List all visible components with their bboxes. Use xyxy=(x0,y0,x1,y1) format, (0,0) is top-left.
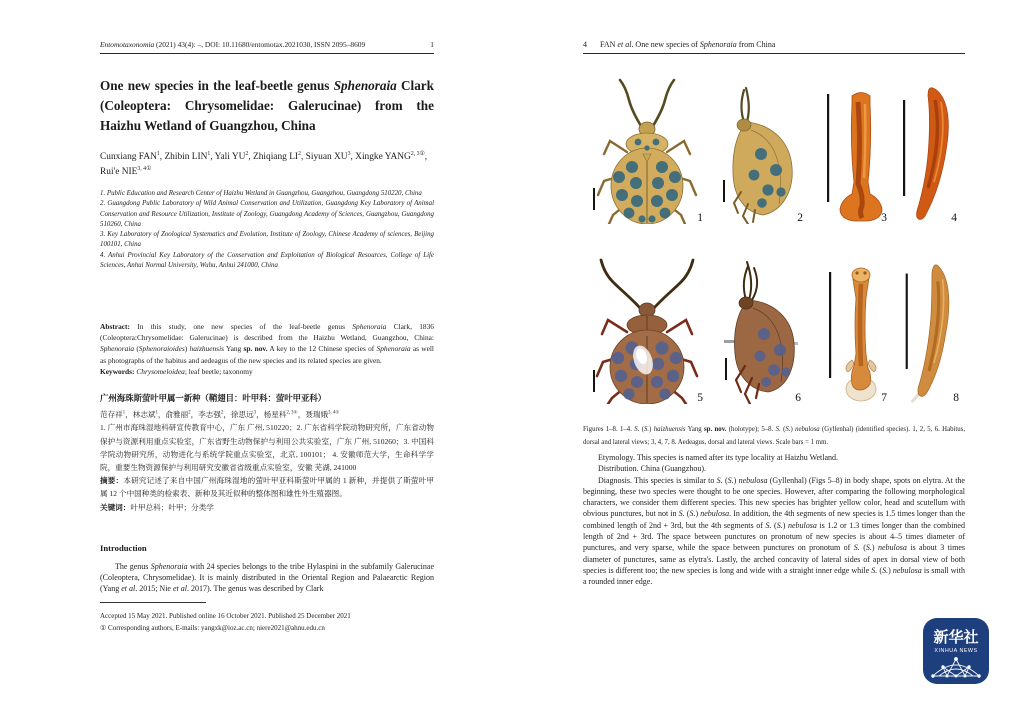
antennae xyxy=(744,262,757,300)
figure-number: 3 xyxy=(881,212,887,224)
article-title: One new species in the leaf-beetle genus Sphenoraia Clark (Coleoptera: Chrysomelidae: Galerucinae) from the Haizhu Wetland of Guangzhou, China xyxy=(100,78,434,133)
figure-8-aedeagus-lateral xyxy=(901,258,959,404)
xinhua-logo-text-cn: 新华社 xyxy=(933,629,979,646)
figure-1-habitus-dorsal xyxy=(591,76,703,224)
chinese-title: 广州海珠斯萤叶甲属一新种（鞘翅目：叶甲科：萤叶甲亚科） xyxy=(100,394,327,403)
scale-bar xyxy=(903,100,905,196)
scale-bar xyxy=(725,358,727,380)
introduction-paragraph: The genus Sphenoraia with 24 species belongs to the tribe Hylaspini in the subfamily Galerucinae (Coleoptera, Chrysomelidae). It is mainly distributed in the Oriental Region and Palaearctic Region (Yang et al. 2015; Nie et al. 2017). The genus was described by Clark xyxy=(100,562,434,593)
scale-bar xyxy=(829,272,831,378)
xinhua-logo-text-en: XINHUA NEWS xyxy=(934,648,978,654)
figure-3-aedeagus-dorsal xyxy=(821,82,887,224)
aedeagus-dorsal-illustration xyxy=(823,258,887,404)
footnote-rule xyxy=(100,602,206,603)
figure-5-habitus-dorsal xyxy=(591,254,703,404)
affiliation-3: 3. Key Laboratory of Zoological Systematics and Evolution, Institute of Zoology, Chinese Academy of sciences, Beijing 100101, China xyxy=(100,231,434,249)
footnote-block xyxy=(100,602,434,634)
affiliation-2: 2. Guangdong Public Laboratory of Wild Animal Conservation and Utilization, Guangdong Key Laboratory of Animal Conservation and Resource Utilization, Institute of Zoology, Guangdong Academy of Sciences, Guangzhou, Guangdong 510260, China xyxy=(100,200,434,228)
diagnosis-paragraph: Diagnosis. This species is similar to S. (S.) nebulosa (Gyllenhal) (Figs 5–8) in body shape, spots on elytra. At the beginning, these two species were thought to be one species. However, after comparing the following morphological characters, we consider them different species. This new species has brighter yellow color, head and scutellum with obvious punctures, but not in S. (S.) nebulosa. In addition, the 4th segments of new species is 1.5 times longer than the combined length of 2nd + 3rd, but the 4th segments of S. (S.) nebulosa is 1.2 or 1.3 times longer than the combined length of 2nd + 3rd. The space between punctures on pronotum of new species is about 4–5 times diameter of punctures, and very sparse, while the space between punctures on pronotum of S. (S.) nebulosa is about 3 times diameter of punctures, same as elytra's. Lastly, the arched concavity of lateral sides of apex in dorsal view of both species is different too; the new species is long and wide with a straight inner edge while S. (S.) nebulosa is small with a rounded inner edge. xyxy=(583,475,966,587)
abstract-block xyxy=(100,321,434,377)
chinese-keywords: 关键词：叶甲总科；叶甲；分类学 xyxy=(100,502,214,512)
aedeagus-lateral-illustration xyxy=(899,82,957,224)
accepted-line: Accepted 15 May 2021. Published online 16 October 2021. Published 25 December 2021 xyxy=(100,612,351,620)
corresponding-authors-line: ① Corresponding authors, E-mails: yangxk@ioz.ac.cn; niere2021@ahnu.edu.cn xyxy=(100,624,325,632)
antennae xyxy=(601,260,693,308)
figure-number: 6 xyxy=(795,392,801,404)
running-header xyxy=(583,40,965,54)
figure-7-aedeagus-dorsal xyxy=(823,258,887,404)
keywords-line: Keywords: Chrysomeloidea; leaf beetle; taxonomy xyxy=(100,366,253,376)
figure-number: 4 xyxy=(951,212,957,224)
page-number: 1 xyxy=(430,40,434,49)
figure-number: 5 xyxy=(697,392,703,404)
scale-bar xyxy=(906,274,908,369)
figure-6-habitus-lateral xyxy=(723,254,801,404)
journal-line: Entomotaxonomia (2021) 43(4): –, DOI: 10.11680/entomotax.2021030, ISSN 2095–8609 xyxy=(100,40,366,49)
affiliations xyxy=(100,189,434,271)
figure-2-habitus-lateral xyxy=(721,80,803,224)
scale-bar xyxy=(723,180,725,202)
left-page xyxy=(100,38,434,683)
antennae xyxy=(620,80,674,126)
etymology-paragraph: Etymology. This species is named after its type locality at Haizhu Wetland. xyxy=(598,453,839,462)
introduction-heading: Introduction xyxy=(100,543,147,553)
figure-caption: Figures 1–8. 1–4. S. (S.) haizhuensis Yang sp. nov. (holotype); 5–8. S. (S.) nebulosa (Gyllenhal) (identified species). 1, 2, 5, 6. Habitus, dorsal and lateral views; 3, 4, 7, 8. Aedeagus, dorsal and lateral views. Scale bars = 1 mm. xyxy=(583,426,966,446)
affiliation-4: 4. Anhui Provincial Key Laboratory of the Conservation and Exploitation of Biological Resources, College of Life Sciences, Anhui Normal University, Wuhu, Anhui 241000, China xyxy=(100,251,434,270)
chinese-abstract: 摘要：本研究记述了来自中国广州海珠湿地的萤叶甲亚科斯萤叶甲属的 1 新种，并提供了斯萤叶甲属 12 个中国种类的检索表、新种及其近似种的整体图和雄性外生殖器图。 xyxy=(100,476,435,499)
beetle-dorsal-illustration xyxy=(591,254,703,404)
journal-header xyxy=(100,40,434,54)
figure-plate xyxy=(583,62,965,420)
aedeagus-lateral-illustration xyxy=(901,258,959,404)
distribution-paragraph: Distribution. China (Guangzhou). xyxy=(598,464,706,474)
right-page xyxy=(583,38,965,698)
chinese-block xyxy=(100,392,434,514)
beetle-dorsal-illustration xyxy=(591,76,703,224)
running-title: FAN et al. One new species of Sphenoraia from China xyxy=(600,40,776,49)
chinese-authors: 范存祥$^1$，林志斌$^1$，俞雅丽$^2$，李志强$^2$，徐思远$^3$，杨星科$^{2, 3①}$，聂瑞娥$^{3, 4①}$ xyxy=(100,410,340,420)
beetle-lateral-illustration xyxy=(723,254,801,404)
figure-number: 8 xyxy=(953,392,959,404)
abstract-text: Abstract: In this study, one new species of the leaf-beetle genus Sphenoraia Clark, 1836 (Coleoptera:Chrysomelidae: Galerucinae) is described from the Haizhu Wetland, Guangzhou, China: Sphenoraia (Sphenoraioides) haizhuensis Yang sp. nov. A key to the 12 Chinese species of Sphenoraia as well as photographs of the habitus and aedeagus of the new species and its related species are given. xyxy=(100,322,434,365)
page-number: 4 xyxy=(583,40,587,49)
scale-bar xyxy=(827,94,829,202)
xinhua-news-watermark xyxy=(921,616,991,696)
scale-bar xyxy=(593,370,595,392)
xinhua-logo-icon xyxy=(921,616,991,696)
aedeagus-dorsal-illustration xyxy=(821,82,887,224)
beetle-lateral-illustration xyxy=(721,80,803,224)
chinese-affiliations: 1. 广州市海珠湿地科研宣传教育中心，广东 广州, 510220；2. 广东省科学院动物研究所，广东省动物保护与资源利用重点实验室，广东省野生动物保护与利用公共实验室，广东 广州, 510260；3. 中国科学院动物研究所，动物进化与系统学院重点实验室，北京, 100101； 4. 安徽师范大学，生命科学学院，重要生物资源保护与利用研究安徽省省级重点实验室，安徽 芜湖, 241000 xyxy=(100,423,434,473)
figure-number: 7 xyxy=(881,392,887,404)
figure-number: 2 xyxy=(797,212,803,224)
affiliation-1: 1. Public Education and Research Center of Haizhu Wetland in Guangzhou, Guangzhou, Guangdong 510220, China xyxy=(100,190,422,197)
figure-number: 1 xyxy=(697,212,703,224)
body-text xyxy=(583,452,965,588)
antennae xyxy=(741,88,748,122)
figure-4-aedeagus-lateral xyxy=(899,82,957,224)
scale-bar xyxy=(593,188,595,210)
author-line: Cunxiang FAN$^1$, Zhibin LIN$^1$, Yali $YU^2$, Zhiqiang $LI^2$, Siyuan $XU^3$, Xingke $YANG^{2, 3①}$, Rui'e $NIE^{3, 4①}$ xyxy=(100,150,428,177)
